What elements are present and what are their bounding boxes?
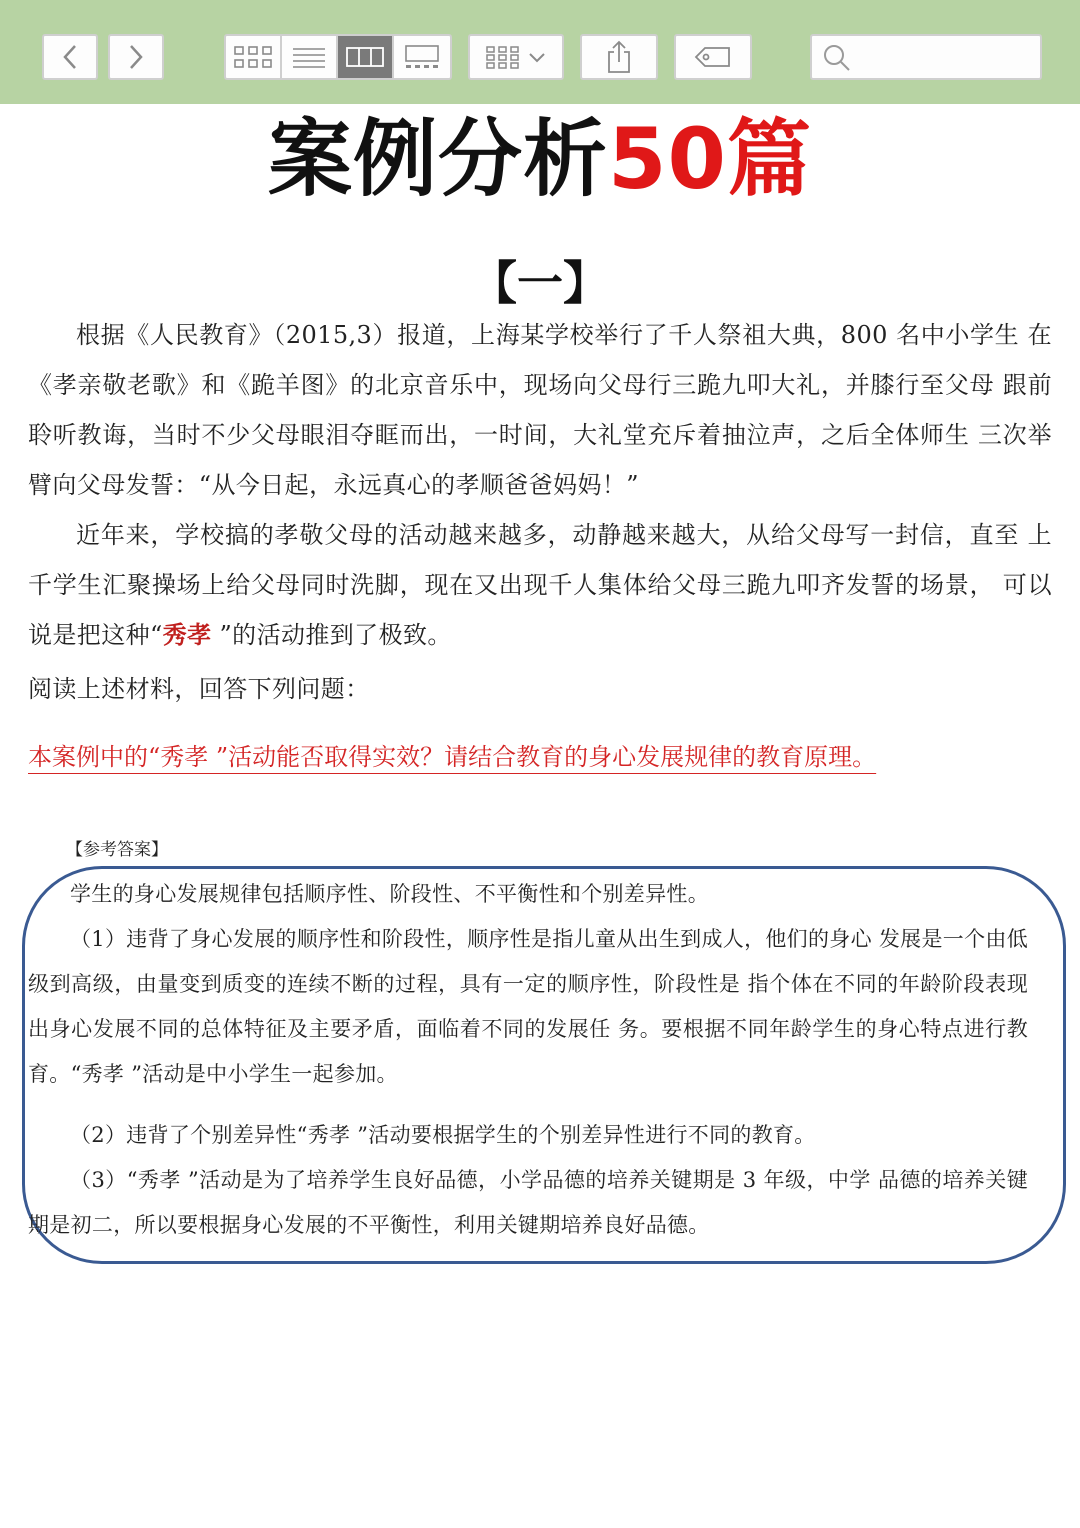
question-underlined: 本案例中的“秀孝 ”活动能否取得实效？请结合教育的身心发展规律的教育原理。	[28, 743, 877, 771]
title-count: 50篇	[608, 110, 812, 208]
answer-label: 【参考答案】	[66, 840, 168, 860]
column-view-button[interactable]	[338, 36, 394, 78]
gallery-view-button[interactable]	[394, 36, 450, 78]
paragraph-2-text: 近年来，学校搞的孝敬父母的活动越来越多，动静越来越大，从给父母写一封信，直至 上千学生汇聚操场上给父母同时洗脚，现在又出现千人集体给父母三跪九叩齐发誓的场景， 可以说是把这种“	[28, 521, 1052, 649]
column-view-icon	[345, 45, 385, 69]
chevron-down-icon	[527, 50, 547, 64]
view-mode-switcher	[224, 34, 452, 80]
page-title	[0, 104, 1080, 214]
search-input[interactable]	[810, 34, 1042, 80]
case-paragraph-2	[28, 510, 1052, 660]
question-prompt: 阅读上述材料，回答下列问题：	[28, 675, 370, 703]
tag-button[interactable]	[674, 34, 752, 80]
case-paragraph-1: 根据《人民教育》（2015,3）报道，上海某学校举行了千人祭祖大典，800 名中小学生 在《孝亲敬老歌》和《跪羊图》的北京音乐中，现场向父母行三跪九叩大礼，并膝行至父母 跟前聆听教诲，当时不少父母眼泪夺眶而出，一时间，大礼堂充斥着抽泣声，之后全体师生 三次举臂向父母发誓：“从今日起，永远真心的孝顺爸爸妈妈！”	[28, 321, 1052, 499]
answer-point-1: （1）违背了身心发展的顺序性和阶段性，顺序性是指儿童从出生到成人，他们的身心 发展是一个由低级到高级，由量变到质变的连续不断的过程，具有一定的顺序性，阶段性是 指个体在不同的年龄阶段表现出身心发展不同的总体特征及主要矛盾，面临着不同的发展任 务。要根据不同年龄学生的身心特点进行教育。“秀孝 ”活动是中小学生一起参加。	[28, 927, 1028, 1086]
answer-point-3: （3）“秀孝 ”活动是为了培养学生良好品德，小学品德的培养关键期是 3 年级，中学 品德的培养关键期是初二，所以要根据身心发展的不平衡性，利用关键期培养良好品德。	[28, 1168, 1028, 1237]
share-button[interactable]	[580, 34, 658, 80]
toolbar	[0, 0, 1080, 104]
search-icon	[822, 43, 852, 73]
paragraph-2-text-end: ”的活动推到了极致。	[211, 621, 452, 649]
grid-view-icon	[233, 44, 273, 70]
list-view-icon	[291, 45, 327, 69]
gallery-view-icon	[402, 44, 442, 70]
answer-point-2: （2）违背了个别差异性“秀孝 ”活动要根据学生的个别差异性进行不同的教育。	[70, 1123, 816, 1147]
chevron-left-icon	[60, 43, 80, 71]
forward-button[interactable]	[108, 34, 164, 80]
answer-body	[28, 872, 1028, 1248]
chevron-right-icon	[126, 43, 146, 71]
group-button[interactable]	[468, 34, 564, 80]
question-text	[28, 732, 1058, 782]
tag-icon	[693, 45, 733, 69]
back-button[interactable]	[42, 34, 98, 80]
answer-intro: 学生的身心发展规律包括顺序性、阶段性、不平衡性和个别差异性。	[70, 882, 709, 906]
section-heading: 【一】	[471, 256, 609, 310]
title-main: 案例分析	[268, 110, 609, 208]
group-icon	[485, 45, 521, 69]
list-view-button[interactable]	[282, 36, 338, 78]
share-icon	[605, 40, 633, 74]
case-body	[28, 310, 1052, 714]
highlight-term: 秀孝	[162, 620, 212, 649]
grid-view-button[interactable]	[226, 36, 282, 78]
